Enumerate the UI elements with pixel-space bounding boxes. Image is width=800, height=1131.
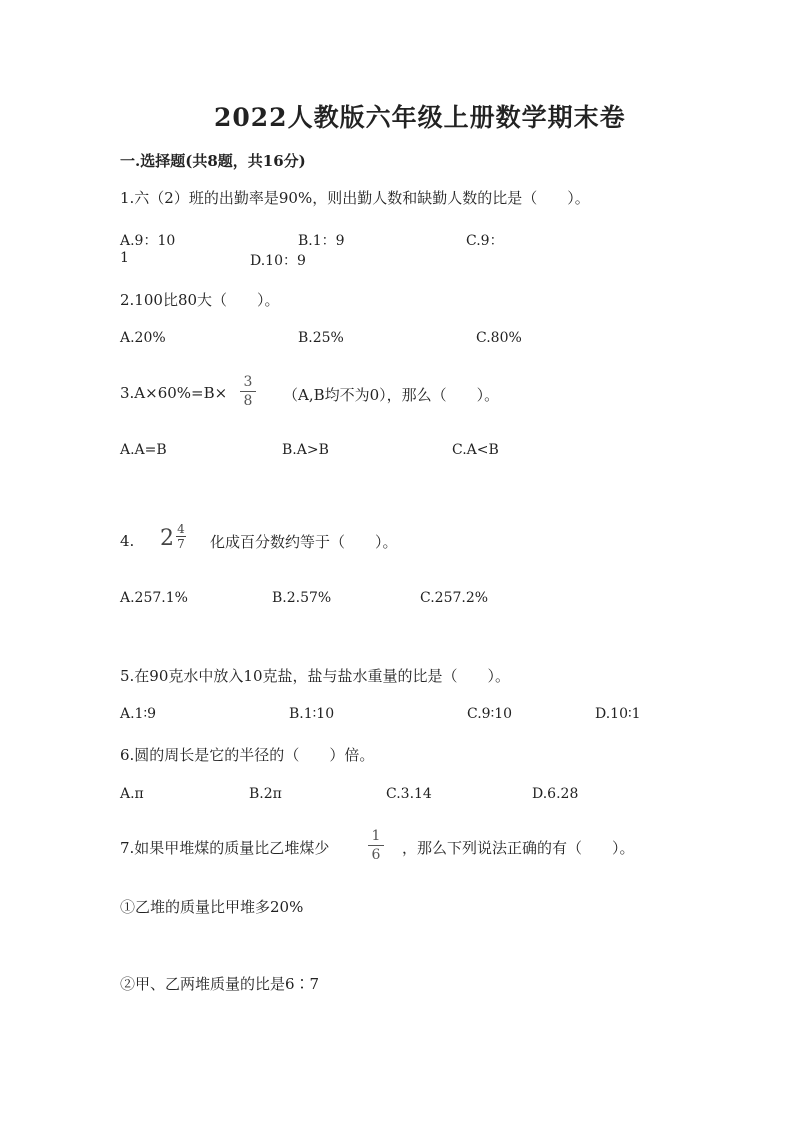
q3-option-c: C.A<B	[452, 442, 499, 458]
q3-fraction	[240, 374, 256, 409]
question-3-prefix: 3.A×60%=B×	[120, 384, 228, 402]
q5-option-d: D.10∶1	[595, 706, 641, 722]
q1-option-c: C.9：	[466, 233, 504, 249]
q5-option-b: B.1∶10	[289, 706, 335, 722]
page-title: 2022人教版六年级上册数学期末卷	[214, 103, 626, 132]
q4-fraction-denominator: 7	[177, 537, 185, 551]
q1-option-d: D.10：9	[250, 253, 306, 269]
q5-option-c: C.9∶10	[467, 706, 513, 722]
q3-fraction-numerator: 3	[243, 374, 253, 390]
question-3-suffix: （A,B均不为0），那么（ ）。	[283, 386, 500, 404]
q2-option-c: C.80%	[476, 330, 522, 346]
fraction-bar	[240, 391, 256, 392]
q4-option-b: B.2.57%	[272, 590, 332, 606]
q4-option-a: A.257.1%	[120, 590, 188, 606]
q2-option-a: A.20%	[120, 330, 166, 346]
q3-option-b: B.A>B	[282, 442, 329, 458]
question-2: 2.100比80大（ ）。	[120, 291, 280, 309]
question-1: 1.六（2）班的出勤率是90%，则出勤人数和缺勤人数的比是（ ）。	[120, 189, 590, 207]
q6-option-a: A.π	[120, 786, 144, 802]
q3-option-a: A.A=B	[120, 442, 167, 458]
question-7-suffix: ，那么下列说法正确的有（ ）。	[402, 839, 635, 857]
q4-mixed-number	[160, 522, 190, 558]
q7-fraction-numerator: 1	[371, 828, 381, 844]
q2-option-b: B.25%	[298, 330, 344, 346]
section-heading: 一.选择题(共8题，共16分)	[120, 152, 306, 170]
q7-fraction	[368, 828, 384, 863]
q6-option-b: B.2π	[249, 786, 282, 802]
q6-option-d: D.6.28	[532, 786, 579, 802]
q7-fraction-denominator: 6	[371, 847, 381, 863]
q1-option-a: A.9：10	[120, 233, 176, 249]
q4-mixed-fraction	[176, 522, 186, 551]
q4-option-c: C.257.2%	[420, 590, 489, 606]
q4-mixed-whole: 2	[160, 526, 174, 551]
question-6: 6.圆的周长是它的半径的（ ）倍。	[120, 746, 375, 764]
question-5: 5.在90克水中放入10克盐，盐与盐水重量的比是（ ）。	[120, 667, 510, 685]
q7-statement-2: ②甲、乙两堆质量的比是6∶7	[120, 975, 320, 993]
question-7-prefix: 7.如果甲堆煤的质量比乙堆煤少	[120, 839, 330, 857]
q7-statement-1: ①乙堆的质量比甲堆多20%	[120, 898, 304, 916]
q3-fraction-denominator: 8	[243, 393, 253, 409]
q1-option-c-continued: 1	[120, 250, 129, 266]
fraction-bar	[368, 845, 384, 846]
question-4-text: 化成百分数约等于（ ）。	[210, 533, 398, 551]
q6-option-c: C.3.14	[386, 786, 432, 802]
q5-option-a: A.1∶9	[120, 706, 157, 722]
question-4-number: 4.	[120, 532, 135, 550]
q4-fraction-numerator: 4	[177, 522, 185, 536]
q1-option-b: B.1：9	[298, 233, 345, 249]
